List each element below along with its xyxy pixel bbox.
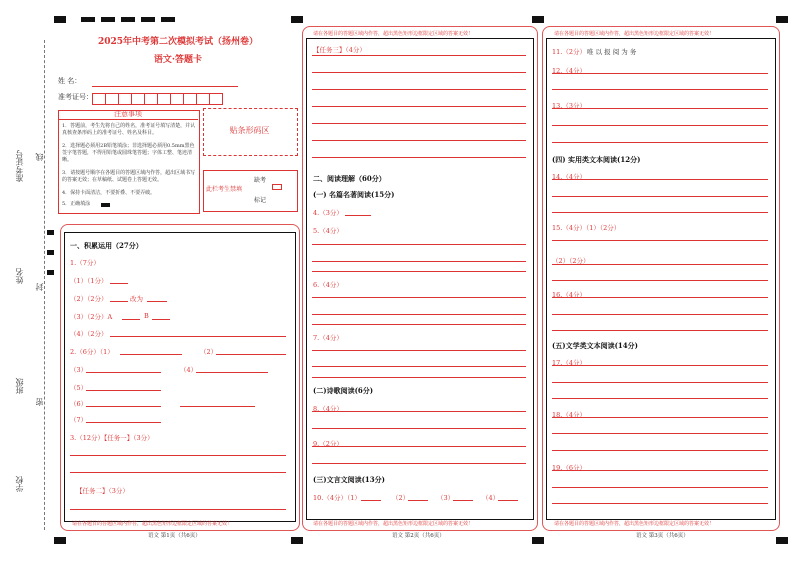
q1-4-label: （4）（2分）	[70, 330, 108, 338]
q2-7-label: （7）	[70, 416, 88, 424]
q9-answer-line[interactable]	[312, 463, 526, 464]
q2-6-answer-b[interactable]	[180, 406, 255, 407]
q14-answer-line[interactable]	[552, 196, 768, 197]
timing-mark	[47, 250, 54, 255]
q12-answer-line[interactable]	[552, 73, 768, 74]
q4-label: 4.（3分）	[313, 209, 343, 217]
q17-label: 17.（4分）	[552, 359, 586, 367]
q1-3-answer-b[interactable]	[152, 319, 170, 320]
page1-warning: 请在各题目的答题区域内作答，超出黑色矩形边框限定区域的答案无效！	[72, 521, 233, 527]
q15-2-answer-line[interactable]	[552, 280, 768, 281]
q14-answer-line[interactable]	[552, 212, 768, 213]
q13-answer-line[interactable]	[552, 142, 768, 143]
q8-label: 8.（4分）	[313, 405, 343, 413]
timing-mark	[291, 537, 303, 544]
q10-label: 10.（4分）（1）	[313, 494, 361, 502]
task3-answer-line[interactable]	[312, 157, 526, 158]
q2-7-answer[interactable]	[86, 422, 161, 423]
q10-3-label: （3）	[437, 494, 455, 502]
q2-4-answer[interactable]	[196, 372, 268, 373]
q5-answer-line[interactable]	[312, 244, 526, 245]
page2-footer: 语文 第2页（共6页）	[392, 533, 445, 539]
section-title: 二、阅读理解（60分）	[313, 174, 386, 183]
side-label-name: 姓名	[15, 268, 24, 284]
task3-answer-line[interactable]	[312, 106, 526, 107]
q2-2-label: （2）	[200, 348, 218, 356]
side-label-school: 学校	[15, 476, 24, 492]
timing-mark	[47, 270, 54, 275]
timing-mark	[81, 17, 95, 22]
q2-2-answer[interactable]	[216, 354, 286, 355]
q10-3-answer[interactable]	[453, 500, 473, 501]
q13-answer-line[interactable]	[552, 108, 768, 109]
q19-answer-line[interactable]	[552, 503, 768, 504]
name-label: 姓 名：	[58, 77, 82, 85]
sub-section-title: (五)文学类文本阅读(14分)	[552, 341, 638, 350]
q13-label: 13.（3分）	[552, 102, 586, 110]
q7-label: 7.（4分）	[313, 334, 343, 342]
task2-answer-line[interactable]	[70, 509, 286, 510]
sub-section-title: (三)文言文阅读(13分)	[313, 475, 385, 484]
q17-answer-line[interactable]	[552, 365, 768, 366]
q3-label: 3.（12分）【任务一】（3分）	[70, 434, 154, 442]
q11-label: 11.（2分）	[552, 48, 586, 56]
q1-3-answer-a[interactable]	[122, 319, 140, 320]
q10-4-answer[interactable]	[498, 500, 518, 501]
timing-mark	[776, 537, 788, 544]
page3-frame	[546, 38, 776, 520]
mark-label: 标记	[254, 197, 267, 204]
q3-answer-line[interactable]	[70, 472, 286, 473]
sub-section-title: (一) 名篇名著阅读(15分)	[313, 190, 395, 199]
id-boxes[interactable]	[92, 90, 222, 102]
fill-example	[101, 203, 110, 207]
q17-answer-line[interactable]	[552, 382, 768, 383]
timing-mark	[47, 230, 54, 235]
page1-footer: 语文 第1页（共6页）	[148, 533, 201, 539]
q3-answer-line[interactable]	[70, 455, 286, 456]
q18-answer-line[interactable]	[552, 417, 768, 418]
timing-mark	[776, 16, 788, 23]
q1-1-answer[interactable]	[110, 283, 128, 284]
q16-label: 16.（4分）	[552, 291, 586, 299]
q9-answer-line[interactable]	[312, 446, 526, 447]
missing-label: 缺考	[254, 177, 267, 184]
sub-section-title: (二)诗歌阅读(6分)	[313, 386, 374, 395]
page-subtitle: 语文·答题卡	[153, 55, 203, 65]
id-label: 准考证号：	[58, 93, 93, 101]
timing-mark	[532, 16, 544, 23]
q2-1-answer[interactable]	[120, 354, 182, 355]
q2-4-label: （4）	[180, 366, 198, 374]
q5-answer-line[interactable]	[312, 271, 526, 272]
notice-title: 注意事项	[58, 110, 198, 120]
task3-answer-line[interactable]	[312, 123, 526, 124]
page-title: 2025年中考第二次模拟考试（扬州卷）	[97, 37, 259, 47]
notice-item: 2．选择题必须用2B铅笔填涂；非选择题必须用0.5mm黑色签字笔答题，不得用铅笔或圆珠笔答题；字体工整、笔迹清晰。	[62, 143, 195, 163]
q2-3-answer[interactable]	[86, 372, 161, 373]
q15-label: 15.（4分）（1）（2分）	[552, 224, 621, 232]
q1-2-label-b: 改为	[130, 295, 143, 303]
timing-mark	[161, 17, 175, 22]
q16-answer-line[interactable]	[552, 314, 768, 315]
q18-answer-line[interactable]	[552, 450, 768, 451]
q1-4-answer[interactable]	[110, 336, 286, 337]
timing-mark	[101, 17, 115, 22]
q6-answer-line[interactable]	[312, 324, 526, 325]
q19-answer-line[interactable]	[552, 470, 768, 471]
q16-answer-line[interactable]	[552, 297, 768, 298]
q1-2-answer-b[interactable]	[147, 301, 167, 302]
q5-label: 5.（4分）	[313, 227, 343, 235]
timing-mark	[532, 537, 544, 544]
q6-answer-line[interactable]	[312, 297, 526, 298]
task3-answer-line[interactable]	[312, 140, 526, 141]
page3-warning-top: 请在各题目的答题区域内作答，超出黑色矩形边框限定区域的答案无效！	[554, 31, 715, 37]
sub-section-title: (四) 实用类文本阅读(12分)	[552, 155, 641, 164]
q8-answer-line[interactable]	[312, 411, 526, 412]
q4-answer[interactable]	[345, 215, 371, 216]
q7-answer-line[interactable]	[312, 377, 526, 378]
page3-footer: 语文 第3页（共6页）	[636, 533, 689, 539]
side-label-zkzh: 准考证号	[15, 150, 24, 182]
notice-item: 1．答题前，考生先将自己的姓名，准考证号填写清楚，并认真核查条形码上的准考证号、姓名及科目。	[62, 123, 196, 136]
timing-mark	[121, 17, 135, 22]
timing-mark	[291, 16, 303, 23]
notice-item: 3．请按题号顺序在各题目的答题区域内作答，超出区域书写的答案无效；在草稿纸、试题卷上答题无效。	[62, 170, 196, 183]
q12-answer-line[interactable]	[552, 89, 768, 90]
q15-2-label: （2）（2分）	[552, 257, 590, 265]
q2-5-answer[interactable]	[86, 390, 161, 391]
page2-warning-bottom: 请在各题目的答题区域内作答，超出黑色矩形边框限定区域的答案无效！	[313, 521, 474, 527]
q10-2-answer[interactable]	[408, 500, 428, 501]
q1-label: 1.（7分）	[70, 259, 100, 267]
q6-answer-line[interactable]	[312, 314, 526, 315]
q8-answer-line[interactable]	[312, 428, 526, 429]
q14-answer-line[interactable]	[552, 179, 768, 180]
page2-warning-top: 请在各题目的答题区域内作答，超出黑色矩形边框限定区域的答案无效！	[313, 31, 474, 37]
side-label-feng: 封	[35, 283, 44, 291]
q10-2-label: （2）	[392, 494, 410, 502]
q2-6-answer[interactable]	[86, 406, 161, 407]
missing-checkbox[interactable]	[272, 184, 282, 190]
q10-4-label: （4）	[482, 494, 500, 502]
q18-answer-line[interactable]	[552, 433, 768, 434]
q5-answer-line[interactable]	[312, 261, 526, 262]
task3-answer-line[interactable]	[312, 89, 526, 90]
q11-text: 唯 以 报 阅 为 务	[587, 48, 637, 56]
side-label-xian: 线	[35, 153, 44, 161]
section-title: 一、积累运用（27分）	[70, 241, 143, 250]
q18-label: 18.（4分）	[552, 411, 586, 419]
q12-label: 12.（4分）	[552, 67, 586, 75]
q19-answer-line[interactable]	[552, 487, 768, 488]
timing-mark	[54, 16, 66, 23]
side-label-mi: 密	[35, 398, 44, 406]
q2-3-label: （3）	[70, 366, 88, 374]
q6-label: 6.（4分）	[313, 281, 343, 289]
task2-label: 【任务二】（3分）	[76, 487, 129, 495]
q10-1-answer[interactable]	[361, 500, 381, 501]
q1-3-label: （3）（2分）A	[70, 313, 113, 321]
notice-item: 4．保持卡面清洁，不要折叠、不要弄破。	[62, 190, 156, 196]
q16-answer-line[interactable]	[552, 330, 768, 331]
side-label-class: 班级	[15, 378, 24, 394]
q13-answer-line[interactable]	[552, 125, 768, 126]
q7-answer-line[interactable]	[312, 350, 526, 351]
q1-2-label: （2）（2分）	[70, 295, 108, 303]
q17-answer-line[interactable]	[552, 398, 768, 399]
q1-2-answer[interactable]	[110, 301, 128, 302]
q19-label: 19.（6分）	[552, 464, 586, 472]
name-field[interactable]	[92, 86, 238, 87]
q14-label: 14.（4分）	[552, 173, 586, 181]
barcode-label: 贴条形码区	[229, 126, 270, 135]
q9-label: 9.（2分）	[313, 440, 343, 448]
q1-1-label: （1）（1分）	[70, 277, 108, 285]
q2-label: 2.（6分）（1）	[70, 348, 114, 356]
timing-mark	[54, 537, 66, 544]
task3-answer-line[interactable]	[312, 55, 526, 56]
q2-6-label: （6）	[70, 400, 88, 408]
q2-5-label: （5）	[70, 384, 88, 392]
page3-warning-bottom: 请在各题目的答题区域内作答，超出黑色矩形边框限定区域的答案无效！	[554, 521, 715, 527]
q1-3-label-b: B	[144, 312, 149, 320]
task3-answer-line[interactable]	[312, 72, 526, 73]
q7-answer-line[interactable]	[312, 366, 526, 367]
q15-2-answer-line[interactable]	[552, 264, 768, 265]
notice-item: 5．正确填涂	[62, 201, 91, 207]
timing-mark	[141, 17, 155, 22]
absent-label: 此栏考生禁填	[206, 186, 243, 193]
task3-label: 【任务三】（4分）	[313, 46, 366, 54]
q15-answer-line[interactable]	[552, 240, 768, 241]
